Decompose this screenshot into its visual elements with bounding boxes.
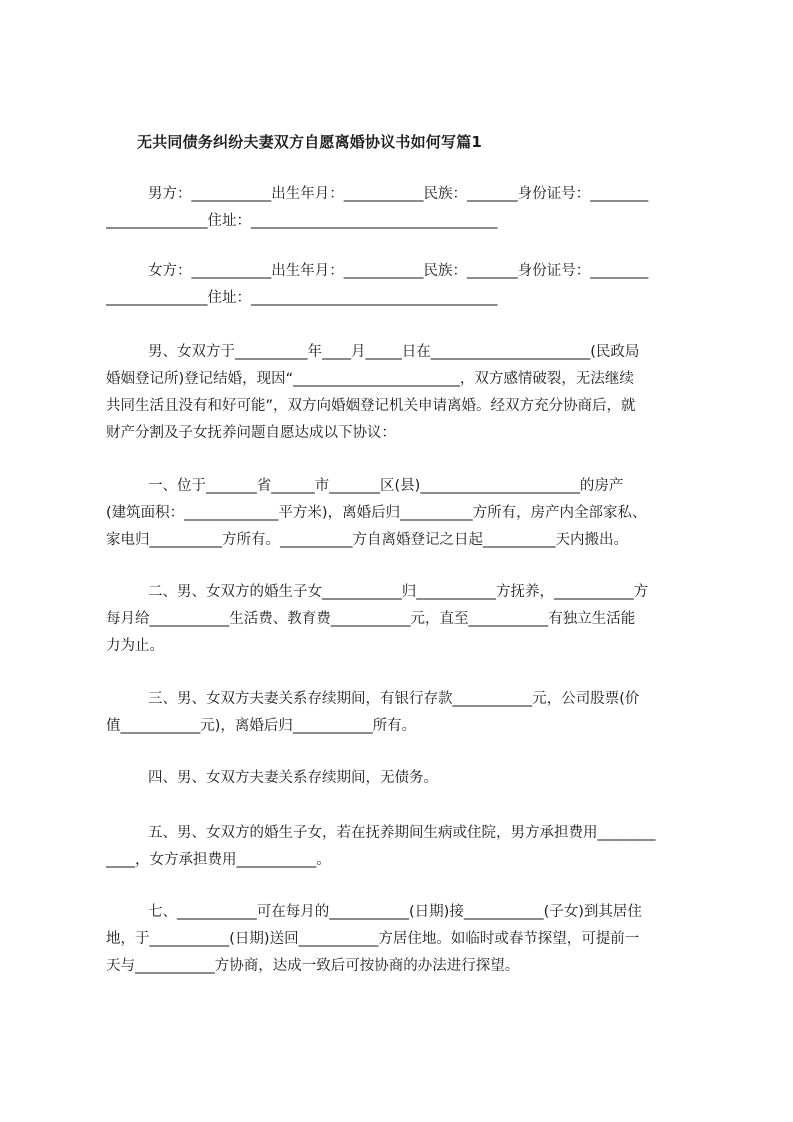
paragraph-male-party [106, 181, 706, 235]
text-line: 七、___________可在每月的___________(日期)接___________(子女)到其居住 [148, 904, 642, 920]
text-line: (建筑面积：_____________平方米)，离婚后归__________方所有，房产内全部家私、 [106, 505, 647, 521]
text-line: 三、男、女双方夫妻关系存续期间，有银行存款___________元，公司股票(价 [148, 691, 640, 707]
paragraph-marriage-info [106, 339, 706, 447]
text-line: ______________住址：__________________________________ [106, 290, 498, 306]
clause-3-savings [106, 686, 706, 740]
clause-4-debts [106, 765, 706, 792]
clause-1-property [106, 473, 706, 554]
document-title: 无共同债务纠纷夫妻双方自愿离婚协议书如何写篇1 [137, 133, 483, 151]
text-line: 一、位于_______省______市_______区(县)______________________的房产 [148, 478, 624, 494]
text-line: 天与___________方协商，达成一致后可按协商的办法进行探望。 [106, 958, 520, 974]
text-line: 男、女双方于__________年____月_____日在______________________(民政局 [148, 344, 640, 360]
clause-2-custody [106, 579, 706, 660]
text-line: 地，于___________(日期)送回___________方居住地。如临时或春节探望，可提前一 [106, 931, 640, 947]
clause-5-medical [106, 820, 706, 874]
text-line: 每月给___________生活费、教育费___________元，直至___________有独立生活能 [106, 611, 636, 627]
text-line: 五、男、女双方的婚生子女，若在抚养期间生病或住院，男方承担费用________ [148, 825, 656, 841]
text-line: 二、男、女双方的婚生子女___________归___________方抚养，___________方 [148, 584, 649, 600]
text-line: 共同生活且没有和好可能”，双方向婚姻登记机关申请离婚。经双方充分协商后，就 [106, 398, 636, 414]
text-line: 财产分割及子女抚养问题自愿达成以下协议： [106, 425, 396, 441]
text-line: ______________住址：__________________________________ [106, 213, 498, 229]
text-line: 四、男、女双方夫妻关系存续期间，无债务。 [148, 770, 438, 786]
paragraph-female-party [106, 258, 706, 312]
text-line: 值___________元)，离婚后归___________所有。 [106, 718, 417, 734]
text-line: 力为止。 [106, 638, 164, 654]
clause-7-visitation [106, 899, 706, 980]
text-line: ____，女方承担费用___________。 [106, 852, 331, 868]
text-line: 男方：___________出生年月：___________民族：_______身份证号：________ [148, 186, 649, 202]
text-line: 婚姻登记所)登记结婚，现因“_______________________，双方感情破裂，无法继续 [106, 371, 634, 387]
text-line: 家电归__________方所有。__________方自离婚登记之日起__________天内搬出。 [106, 532, 628, 548]
text-line: 女方：___________出生年月：___________民族：_______身份证号：________ [148, 263, 649, 279]
